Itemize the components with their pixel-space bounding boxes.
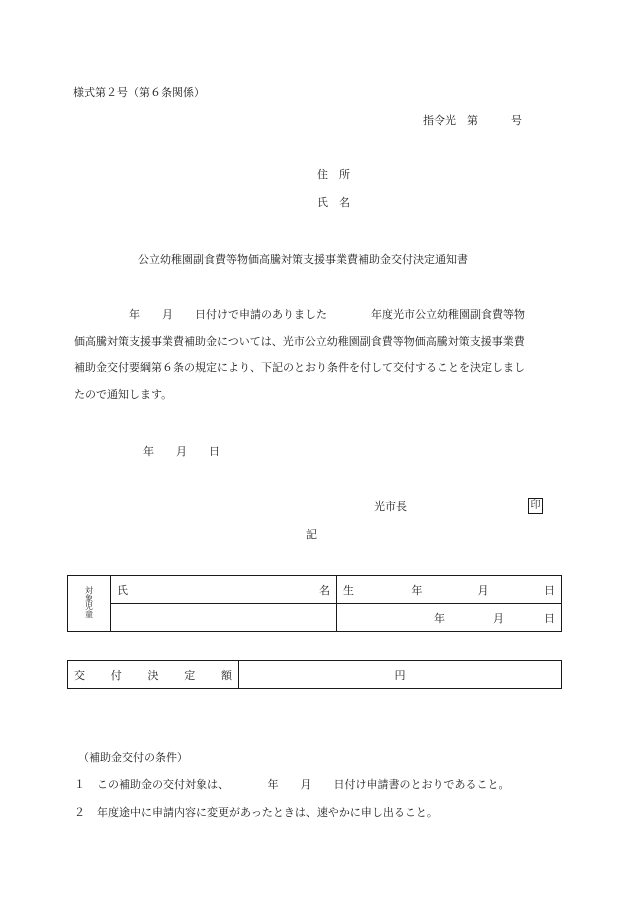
year-label: 年	[434, 611, 445, 625]
body-line: たので通知します。	[74, 387, 173, 401]
body-line: 価高騰対策支援事業費補助金については、光市公立幼稚園副食費等物価高騰対策支援事業費	[74, 334, 525, 348]
name-right-label: 名	[319, 583, 330, 597]
child-blank-cell[interactable]	[111, 604, 337, 632]
body-paragraph	[74, 302, 552, 408]
amount-table	[67, 660, 562, 689]
year-label: 年	[411, 583, 423, 597]
month-label: 月	[493, 611, 504, 625]
reference-number: 指令光 第 号	[423, 114, 522, 127]
condition-number: ２	[74, 806, 85, 819]
child-name-cell[interactable]	[111, 576, 337, 604]
amount-label-char: 決	[147, 668, 159, 682]
body-line: 年 月 日付けで申請のありました 年度光市公立幼稚園副食費等物	[74, 308, 525, 321]
child-table	[67, 575, 562, 632]
name-left-label: 氏	[117, 583, 128, 597]
amount-value-cell[interactable]	[239, 661, 562, 689]
amount-unit: 円	[394, 668, 406, 682]
row-label-cell	[68, 576, 111, 632]
condition-number: １	[74, 778, 85, 791]
name-label: 氏 名	[317, 196, 350, 209]
condition-text: 年度途中に申請内容に変更があったときは、速やかに申し出ること。	[97, 806, 438, 819]
day-label: 日	[544, 611, 555, 625]
amount-label-char: 交	[74, 668, 85, 682]
address-label: 住 所	[317, 168, 350, 181]
day-label: 日	[543, 583, 555, 597]
document-title: 公立幼稚園副食費等物価高騰対策支援事業費補助金交付決定通知書	[138, 253, 468, 266]
condition-text: この補助金の交付対象は、 年 月 日付け申請書のとおりであること。	[97, 778, 510, 791]
date-cell[interactable]	[337, 604, 562, 632]
form-number: 様式第２号（第６条関係）	[73, 86, 205, 99]
amount-label-char: 額	[221, 668, 232, 682]
birth-cell[interactable]	[337, 576, 562, 604]
month-label: 月	[477, 583, 489, 597]
issue-date: 年 月 日	[143, 445, 220, 458]
amount-label-char: 付	[110, 668, 122, 682]
amount-label-cell	[68, 661, 239, 689]
seal-mark: 印	[528, 498, 543, 514]
amount-label-char: 定	[184, 668, 196, 682]
row-label: 対象児童	[84, 586, 94, 618]
birth-label: 生	[343, 583, 354, 597]
issuer-title: 光市長	[374, 500, 407, 513]
body-line: 補助金交付要綱第６条の規定により、下記のとおり条件を付して交付することを決定しまし	[74, 361, 525, 374]
ki-heading: 記	[306, 528, 317, 541]
conditions-heading: （補助金交付の条件）	[78, 751, 188, 764]
